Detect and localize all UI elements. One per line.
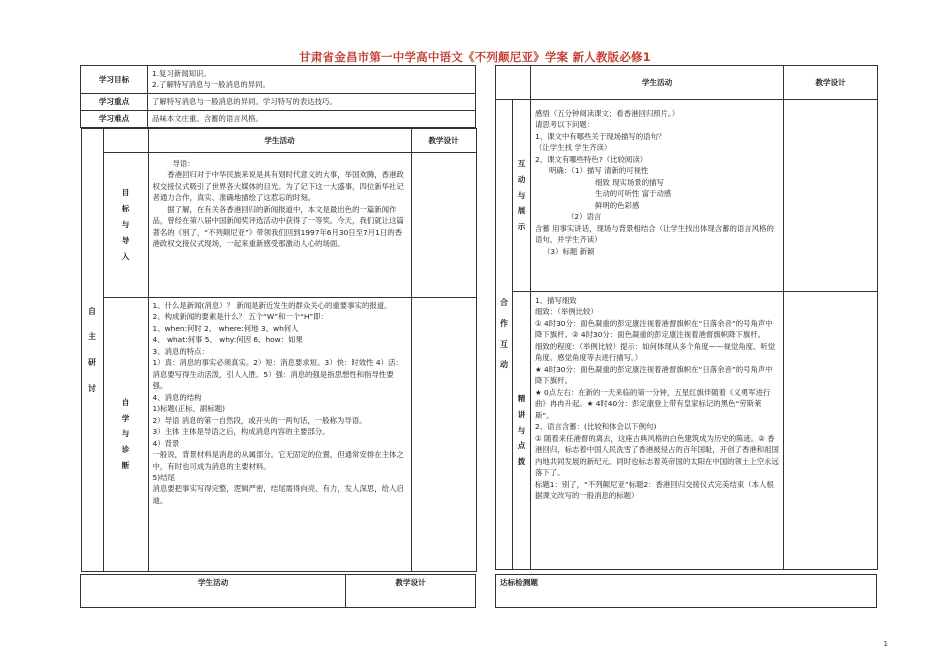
explain-line: 细致：（举例比较） — [535, 307, 598, 317]
explain-content — [531, 292, 784, 570]
col-teaching-design: 教学设计 — [411, 128, 476, 152]
left-table — [80, 65, 476, 572]
show-line: 感悟（五分钟阅读课文；看香港回归照片。） — [535, 109, 680, 118]
section-zizhu-text: 自主研讨 — [88, 306, 96, 393]
explain-line: 细致的程度：（举例比较）提示：如何体现从多个角度——视觉角度、听觉角度、感觉角度等去进行描写。） — [535, 341, 776, 363]
section-zizhu — [81, 128, 103, 571]
page-number: 1 — [883, 640, 888, 648]
self-line: 消息要把事实写得完整，逻辑严密，结尾需得向亮、有力，发人深思，给人启迪。 — [152, 484, 404, 505]
col-student-activity: 学生活动 — [148, 128, 411, 152]
col-teaching-design: 教学设计 — [784, 66, 878, 100]
col-student-activity: 学生活动 — [531, 66, 784, 100]
bottom-right-table — [495, 574, 877, 608]
section-hezuo-text: 合作互动 — [500, 297, 508, 370]
self-line: 1）真：消息的事实必须真实。2）短：消息要求短。3）快：时效性 4）活：消息要写得生动活泼，引人入胜。5）强：消息的强是指思想性和指导性要强。 — [152, 358, 403, 391]
self-line: 4、 what:何事 5、 why:何因 6、how：如果 — [152, 335, 303, 345]
show-line: 请思考以下问题： — [535, 120, 595, 130]
explain-label — [513, 292, 531, 570]
left-inner-table — [81, 128, 477, 572]
goal-line: 2.了解特写消息与一般消息的异同。 — [152, 80, 270, 90]
intro-line: 香港回归对于中华民族来说是具有划时代意义的大事，举国欢腾，香港政权交接仪式吸引了世界各大媒体的目光。为了记下这一大盛事，四位新华社记者通力合作，真实、准确地描绘了这惹忘的时刻。 — [152, 170, 404, 203]
self-line: 2）导语 消息的第一自然段，或开头的一两句话，一般称为导语。 — [152, 415, 367, 425]
show-content — [531, 100, 784, 292]
self-study-label-text: 自学与诊断 — [121, 397, 130, 471]
self-line: 一般说，背景材料是消息的从属部分。它无固定的位置，但通常安排在主体之中，有时也可成为消息的主要材料。 — [152, 450, 404, 471]
self-line: 4）背景 — [152, 438, 180, 448]
explain-line: ① 随着来任港督的离去，这座古典风格的白色建筑成为历史的陈迹。② 香港回归，标志着中国人民洗雪了香港被侵占的百年国耻，开创了香港和祖国内地共同发展的新纪元。同时也标志着英帝国的太阳在中国的领土上空永远落下了。 — [535, 433, 779, 478]
show-line: 2、课文有哪些特色?（比较阅读） — [535, 154, 648, 164]
self-line: 5)结尾 — [152, 472, 175, 482]
intro-content — [148, 152, 411, 297]
show-line: 鲜明的色彩感 — [595, 200, 640, 210]
goal-cell — [148, 66, 476, 94]
self-line: 1、什么是新闻(消息）？ 新闻是新近发生的群众关心的重要事实的报道。 — [152, 300, 392, 310]
intro-label-text: 目标与导入 — [121, 188, 130, 261]
show-line: 1、课文中有哪些关于现场描写的语句？ — [535, 131, 666, 141]
show-line: 明确：（1）描写 清新的可视性 — [549, 166, 649, 176]
show-line: （让学生找 学生齐读） — [535, 143, 612, 153]
explain-label-text: 精讲与点拨 — [517, 393, 526, 467]
show-label-text: 互动与展示 — [517, 158, 526, 232]
col-student-activity: 学生活动 — [81, 575, 346, 591]
show-line: 细致 现实场景的描写 — [595, 177, 664, 187]
test-label: 达标检测题 — [496, 575, 877, 608]
explain-line: ★ 4时30分：面色凝重的彭定康注视着港督旗帜在“日落余音”的号角声中降下旗杆。 — [535, 364, 773, 386]
self-study-content — [148, 297, 411, 571]
goal-line: 1.复习新闻知识。 — [152, 69, 211, 78]
col-teaching-design: 教学设计 — [346, 575, 476, 591]
right-table — [495, 65, 878, 570]
bottom-left-table — [80, 574, 476, 608]
explain-line: 2、语言含蓄：(比较和体会以下例句) — [535, 422, 657, 432]
show-line: （3）标题 新颖 — [543, 246, 595, 256]
explain-line: ★ 0点左右：在新的一天来临的第一分钟，五星红旗伴随着《义勇军进行曲》冉冉升起。★ 4时40分：彭定康登上带有皇家标记的黑色“劳斯莱斯”。 — [535, 387, 771, 420]
section-hezuo — [496, 100, 513, 570]
show-line: 生动的可听性 富于动感 — [595, 189, 672, 199]
key-label: 学习重点 — [81, 93, 148, 110]
self-line: 3）主体 主体是导语之后，构成消息内容的主要部分。 — [152, 427, 330, 437]
show-label — [513, 100, 531, 292]
intro-line: 导语： — [172, 158, 195, 168]
self-line: 4、消息的结构 — [152, 392, 202, 402]
explain-line: ① 4时30分：面色凝重的彭定康注视着港督旗帜在“日落余音”的号角声中降下旗杆。② 4时30分：面色凝重的彭定康注视着港督旗帜降下旗杆。 — [535, 318, 773, 340]
goal-label: 学习目标 — [81, 66, 148, 94]
explain-line: 1、描写细致 — [535, 296, 577, 305]
key-text: 了解特写消息与一般消息的异同。学习特写的表达技巧。 — [148, 93, 476, 110]
show-line: 含蓄 用事实讲话，现场与背景相结合（让学生找出体现含蓄的语言风格的语句，并学生齐读） — [535, 223, 774, 245]
difficulty-label: 学习难点 — [81, 110, 148, 127]
intro-line: 据了解，在有关各香港回归的新闻报道中，本文是最出色的一篇新闻作品，曾经在第八届中国新闻奖评选活动中获得了一等奖。今天，我们就让这篇著名的《别了，“不列颠尼亚”》带领我们回到1997年6月30日至7月1日的香港政权交接仪式现场，一起来重新感受那激动人心的场面。 — [152, 204, 404, 249]
show-line: （2）语言 — [567, 212, 602, 222]
self-study-label — [103, 297, 148, 571]
explain-line: 标题1：别了，“不列颠尼亚”标题2：香港回归交接仪式完美结束（本人根据课文改写的一般消息的标题） — [535, 479, 774, 500]
self-line: 2、构成新闻的要素是什么？ 五个“W”和一个“H”即： — [152, 312, 328, 322]
intro-label — [103, 152, 148, 297]
self-line: 1)标题(正标、副标题) — [152, 404, 225, 414]
self-line: 1、when:何时 2、 where:何地 3、wh何人 — [152, 323, 299, 333]
self-line: 3、消息的特点： — [152, 346, 209, 356]
document-title: 甘肃省金昌市第一中学高中语文《不列颠尼亚》学案 新人教版必修1 — [299, 50, 651, 64]
difficulty-text: 品味本文庄重、含蓄的语言风格。 — [148, 110, 476, 127]
